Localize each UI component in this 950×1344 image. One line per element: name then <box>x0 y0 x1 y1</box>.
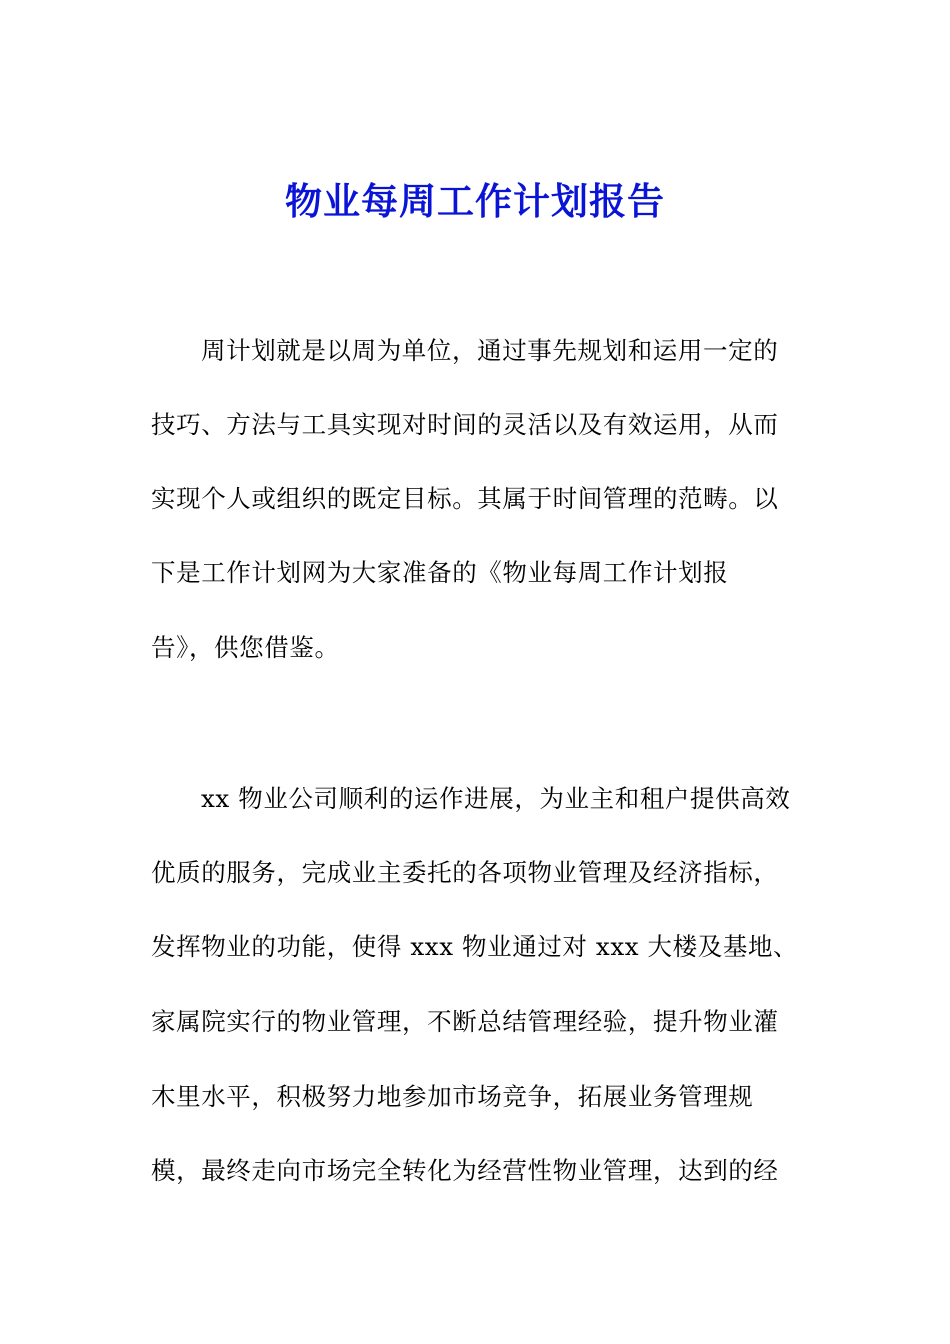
paragraph-1-line-1: 周计划就是以周为单位，通过事先规划和运用一定的 <box>201 336 779 365</box>
paragraph-1-line-2: 技巧、方法与工具实现对时间的灵活以及有效运用，从而 <box>151 410 779 439</box>
paragraph-2-line-2: 优质的服务，完成业主委托的各项物业管理及经济指标， <box>151 858 779 887</box>
paragraph-2-line-3: 发挥物业的功能，使得 xxx 物业通过对 xxx 大楼及基地、 <box>151 932 799 961</box>
document-title: 物业每周工作计划报告 <box>285 180 665 223</box>
paragraph-2-line-5: 木里水平，积极努力地参加市场竞争，拓展业务管理规 <box>151 1082 754 1111</box>
paragraph-1-line-3: 实现个人或组织的既定目标。其属于时间管理的范畴。以 <box>151 484 779 513</box>
paragraph-1-line-5: 告》，供您借鉴。 <box>151 633 340 662</box>
paragraph-2-line-6: 模，最终走向市场完全转化为经营性物业管理，达到的经 <box>151 1156 779 1185</box>
paragraph-2-line-1: xx 物业公司顺利的运作进展，为业主和租户提供高效 <box>201 784 791 813</box>
paragraph-1-line-4: 下是工作计划网为大家准备的《物业每周工作计划报 <box>151 558 729 587</box>
paragraph-2-line-4: 家属院实行的物业管理，不断总结管理经验，提升物业灌 <box>151 1007 779 1036</box>
